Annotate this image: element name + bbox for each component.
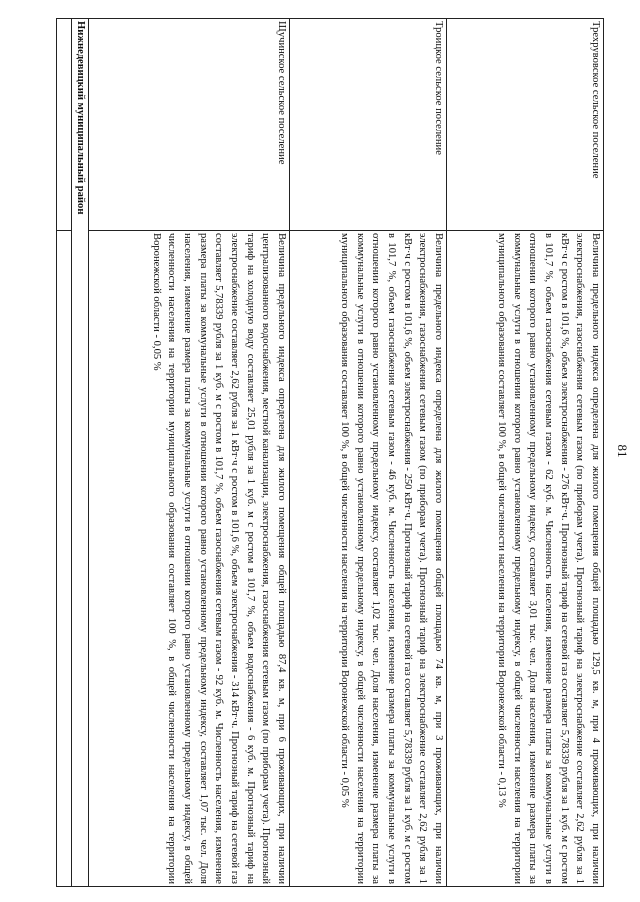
district-header-cell: Нижнедевицкий муниципальный район: [72, 19, 89, 887]
settlements-table: [56, 18, 604, 887]
settlement-name-cell: Трехрувовское сельское поселение: [447, 19, 604, 231]
table-row: [88, 19, 289, 887]
settlement-description-cell: Величина предельного индекса определена для жилого помещения общей площадью 129,5 кв. м, при 4 проживающих, при наличии электроснабжения, газоснабжения сетевым газом (по приборам учета). Прогнозный тариф на электроснабжение составляет 2,62 рубля за 1 кВт·ч с ростом в 101,6 %, объем электроснабжения - 276 кВт·ч. Прогнозный тариф на сетевой газ составляет 5,78339 рубля за 1 куб. м с ростом в 101,7 %, объем газоснабжения сетевым газом - 62 куб. м. Численность населения, изменение размера платы за коммунальные услуги в отношении которого равно установленному предельному индексу, составляет 3,01 тыс. чел. Доля населения, изменение размера платы за коммунальные услуги в отношении которого равно установленному предельному индексу, в общей численности населения на территории муниципального образования составляет 100 %, в общей численности населения на территории Воронежской области - 0,13 %: [447, 231, 604, 887]
empty-cell: [57, 19, 72, 231]
empty-table-row: [57, 19, 72, 887]
empty-cell: [57, 231, 72, 887]
settlement-description-cell: Величина предельного индекса определена для жилого помещения общей площадью 74 кв. м, при 3 проживающих, при наличии электроснабжения, газоснабжения сетевым газом (по приборам учета). Прогнозный тариф на электроснабжение составляет 2,62 рубля за 1 кВт·ч с ростом в 101,6 %, объем электроснабжения - 250 кВт·ч. Прогнозный тариф на сетевой газ составляет 5,78339 рубля за 1 куб. м с ростом в 101,7 %, объем газоснабжения сетевым газом - 46 куб. м. Численность населения, изменение размера платы за коммунальные услуги в отношении которого равно установленному предельному индексу, составляет 1,02 тыс. чел. Доля населения, изменение размера платы за коммунальные услуги в отношении которого равно установленному предельному индексу, в общей численности населения на территории муниципального образования составляет 100 %, в общей численности населения на территории Воронежской области - 0,05 %: [290, 231, 447, 887]
table-row: [290, 19, 447, 887]
table-row: [447, 19, 604, 887]
settlement-description-cell: Величина предельного индекса определена для жилого помещения общей площадью 87,4 кв. м, при 6 проживающих, при наличии централизованного водоснабжения, местной канализации, электроснабжения, газоснабжения сетевым газом (по приборам учета). Прогнозный тариф на холодную воду составляет 25,01 рубля за 1 куб. м с ростом в 101,7 %, объем водоснабжения - 6 куб. м. Прогнозный тариф на электроснабжение составляет 2,62 рубля за 1 кВт·ч с ростом в 101,6 %, объем электроснабжения - 314 кВт·ч. Прогнозный тариф на сетевой газ составляет 5,78339 рубля за 1 куб. м с ростом в 101,7 %, объем газоснабжения сетевым газом - 92 куб. м. Численность населения, изменение размера платы за коммунальные услуги в отношении которого равно установленному предельному индексу, составляет 1,07 тыс. чел. Доля населения, изменение размера платы за коммунальные услуги в отношении которого равно установленному предельному индексу, в общей численности населения на территории муниципального образования составляет 100 %, в общей численности населения на территории Воронежской области - 0,05 %: [88, 231, 289, 887]
settlement-name-cell: Щучинское сельское поселение: [88, 19, 289, 231]
settlement-name-cell: Троицкое сельское поселение: [290, 19, 447, 231]
rotated-table-container: [56, 18, 604, 886]
page-number: 81: [615, 444, 630, 458]
district-header-row: [72, 19, 89, 887]
